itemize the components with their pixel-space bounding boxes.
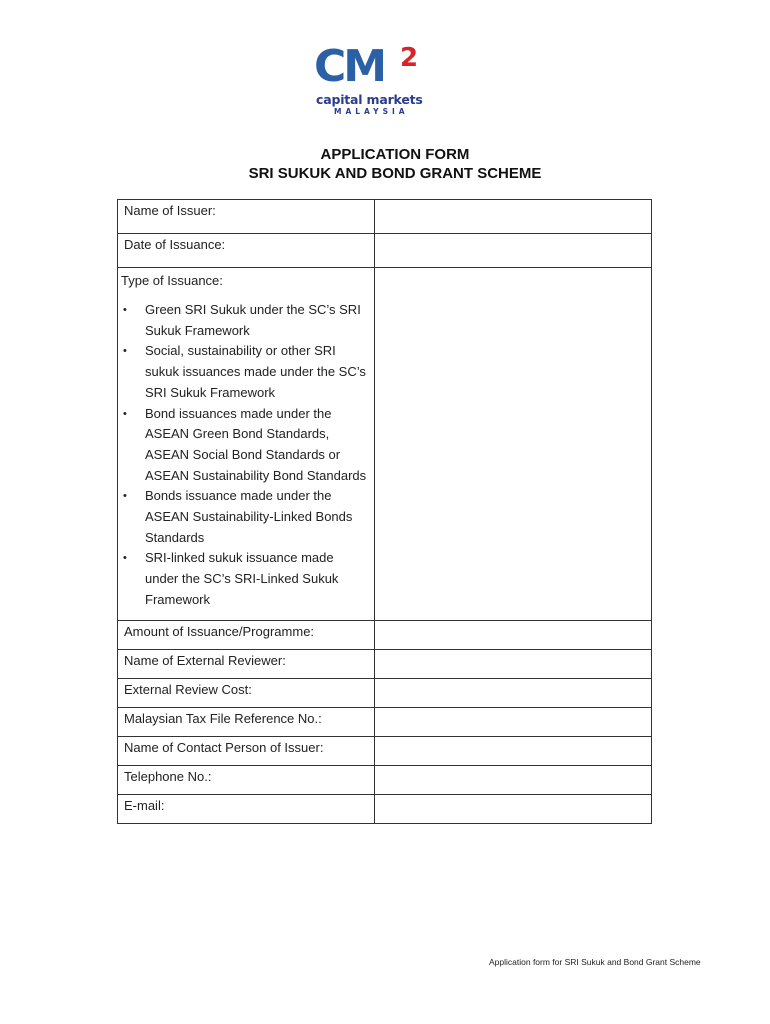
issuance-type-list (118, 300, 368, 611)
logo-subtitle: capital markets (316, 92, 423, 107)
page-footer: Application form for SRI Sukuk and Bond Grant Scheme (489, 957, 701, 967)
list-item[interactable]: • Social, sustainability or other SRI sukuk issuances made under the SC’s SRI Sukuk Framework (123, 343, 366, 400)
form-row-review-cost (118, 679, 652, 708)
review-cost-label: External Review Cost: (118, 679, 375, 708)
contact-person-field[interactable] (375, 737, 652, 766)
list-item[interactable]: • Bond issuances made under the ASEAN Green Bond Standards, ASEAN Social Bond Standards or ASEAN Sustainability Bond Standards (123, 405, 367, 483)
list-item[interactable]: • Bonds issuance made under the ASEAN Sustainability-Linked Bonds Standards (123, 488, 353, 545)
form-row-tax-file (118, 708, 652, 737)
issuer-name-label: Name of Issuer: (118, 200, 375, 234)
logo-mark: CM (314, 41, 385, 92)
form-row-issuance-date (118, 234, 652, 268)
logo-country: MALAYSIA (334, 107, 409, 116)
email-label: E-mail: (118, 795, 375, 824)
form-row-email (118, 795, 652, 824)
form-row-amount (118, 621, 652, 650)
telephone-field[interactable] (375, 766, 652, 795)
telephone-label: Telephone No.: (118, 766, 375, 795)
bullet-icon: • (123, 407, 127, 420)
form-row-external-reviewer (118, 650, 652, 679)
review-cost-field[interactable] (375, 679, 652, 708)
issuance-date-label: Date of Issuance: (118, 234, 375, 268)
issuance-type-cell (118, 268, 375, 621)
tax-file-label: Malaysian Tax File Reference No.: (118, 708, 375, 737)
list-item[interactable]: • Green SRI Sukuk under the SC’s SRI Sukuk Framework (123, 302, 361, 338)
application-form-table (117, 199, 652, 824)
bullet-icon: • (123, 552, 127, 565)
amount-field[interactable] (375, 621, 652, 650)
list-item[interactable]: • SRI-linked sukuk issuance made under the SC’s SRI-Linked Sukuk Framework (123, 550, 339, 607)
form-title: APPLICATION FORM (320, 146, 470, 163)
form-row-issuance-type (118, 268, 652, 621)
cm2-logo (314, 41, 424, 118)
bullet-icon: • (123, 490, 127, 503)
external-reviewer-field[interactable] (375, 650, 652, 679)
bullet-icon: • (123, 345, 127, 358)
external-reviewer-label: Name of External Reviewer: (118, 650, 375, 679)
email-field[interactable] (375, 795, 652, 824)
tax-file-field[interactable] (375, 708, 652, 737)
contact-person-label: Name of Contact Person of Issuer: (118, 737, 375, 766)
bullet-icon: • (123, 304, 127, 316)
form-row-contact-person (118, 737, 652, 766)
form-row-issuer-name (118, 200, 652, 234)
issuer-name-field[interactable] (375, 200, 652, 234)
form-row-telephone (118, 766, 652, 795)
issuance-type-field[interactable] (375, 268, 652, 621)
logo-superscript: 2 (400, 43, 419, 73)
form-subtitle: SRI SUKUK AND BOND GRANT SCHEME (248, 165, 542, 182)
issuance-type-label: Type of Issuance: (121, 273, 223, 288)
issuance-date-field[interactable] (375, 234, 652, 268)
amount-label: Amount of Issuance/Programme: (118, 621, 375, 650)
